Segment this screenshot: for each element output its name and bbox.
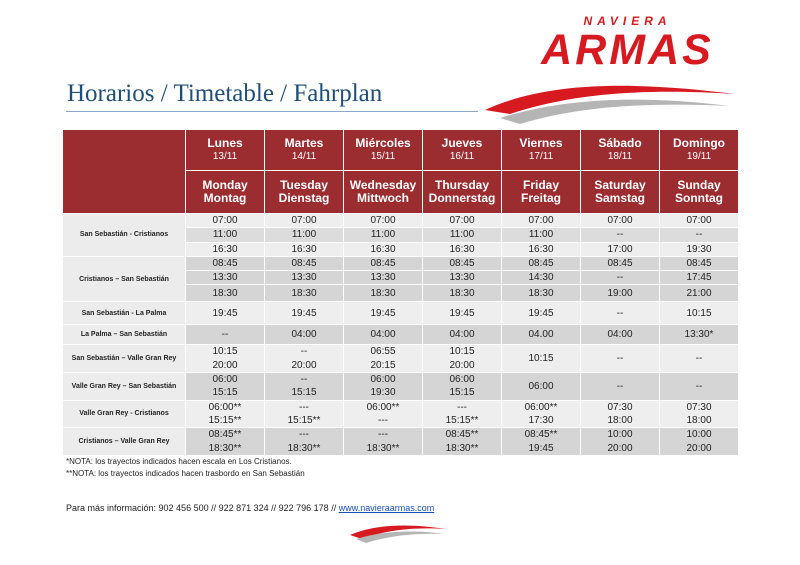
- time-cell: 19:45: [186, 302, 265, 325]
- time-cell: 19:45: [344, 302, 423, 325]
- day-name-es: Miércoles: [355, 136, 411, 150]
- logo-swoosh-icon: [480, 72, 740, 132]
- footer-swoosh-icon: [348, 521, 448, 545]
- time-cell: -- 20:00: [265, 345, 344, 373]
- time-cell: 08:45: [344, 256, 423, 270]
- day-header-translation: [423, 171, 502, 214]
- time-cell: 11:00: [265, 228, 344, 242]
- time-cell: 07:00: [581, 214, 660, 228]
- time-cell: 16:30: [502, 242, 581, 256]
- table-row: [63, 400, 739, 428]
- time-cell: 18:30: [502, 285, 581, 302]
- time-cell: 13:30: [265, 271, 344, 285]
- route-name: San Sebastián - Cristianos: [63, 214, 186, 257]
- time-cell: 08:45: [660, 256, 739, 270]
- note-escala: *NOTA: los trayectos indicados hacen escala en Los Cristianos.: [66, 457, 292, 466]
- day-header-translation: [344, 171, 423, 214]
- day-name-en: Friday: [522, 178, 559, 192]
- header-corner: [63, 130, 186, 214]
- time-cell: 04:00: [265, 325, 344, 345]
- day-date: 18/11: [607, 151, 633, 162]
- time-cell: 07:30 18:00: [660, 400, 739, 428]
- day-name-es: Viernes: [519, 136, 563, 150]
- time-cell: 10:00 20:00: [660, 428, 739, 456]
- day-name-de: Donnerstag: [428, 191, 496, 205]
- time-cell: -- 15:15: [265, 373, 344, 401]
- table-row: [63, 325, 739, 345]
- time-cell: 13:30*: [660, 325, 739, 345]
- time-cell: 10:15: [660, 302, 739, 325]
- note-trasbordo: **NOTA: los trayectos indicados hacen trasbordo en San Sebastián: [66, 469, 305, 478]
- time-cell: 16:30: [423, 242, 502, 256]
- day-name-en: Saturday: [594, 178, 646, 192]
- day-header: [502, 130, 581, 171]
- day-name-de: Sonntag: [675, 191, 723, 205]
- time-cell: --- 18:30**: [344, 428, 423, 456]
- day-header: [265, 130, 344, 171]
- time-cell: 11:00: [186, 228, 265, 242]
- table-row: [63, 428, 739, 456]
- time-cell: 06:55 20:15: [344, 345, 423, 373]
- day-name-de: Freitag: [520, 191, 561, 205]
- time-cell: 18:30: [265, 285, 344, 302]
- day-header-translation: [660, 171, 739, 214]
- route-name: La Palma – San Sebastián: [63, 325, 186, 345]
- day-name-en: Wednesday: [349, 178, 417, 192]
- day-name-es: Domingo: [673, 136, 725, 150]
- table-row: [63, 302, 739, 325]
- day-name-de: Dienstag: [278, 191, 330, 205]
- time-cell: 08:45: [265, 256, 344, 270]
- table-row: [63, 373, 739, 401]
- time-cell: 07:00: [423, 214, 502, 228]
- time-cell: 10:15: [502, 345, 581, 373]
- time-cell: 08:45** 19:45: [502, 428, 581, 456]
- route-name: Cristianos – San Sebastián: [63, 256, 186, 302]
- time-cell: 06:00 15:15: [186, 373, 265, 401]
- time-cell: 07:00: [502, 214, 581, 228]
- table-row: [63, 345, 739, 373]
- time-cell: 10:15 20:00: [423, 345, 502, 373]
- time-cell: 04:00: [344, 325, 423, 345]
- time-cell: --: [581, 302, 660, 325]
- time-cell: 08:45: [502, 256, 581, 270]
- day-header-translation: [186, 171, 265, 214]
- day-header: [344, 130, 423, 171]
- logo-main-text: ARMAS: [541, 26, 714, 74]
- title-divider: [66, 111, 478, 112]
- day-name-es: Jueves: [441, 136, 483, 150]
- time-cell: 04:00: [581, 325, 660, 345]
- time-cell: 18:30: [423, 285, 502, 302]
- time-cell: 16:30: [265, 242, 344, 256]
- time-cell: 07:00: [265, 214, 344, 228]
- logo-top-text: NAVIERA: [583, 14, 672, 28]
- time-cell: 08:45** 18:30**: [186, 428, 265, 456]
- time-cell: 10:00 20:00: [581, 428, 660, 456]
- time-cell: 07:00: [660, 214, 739, 228]
- day-name-es: Lunes: [207, 136, 243, 150]
- table-row: [63, 214, 739, 228]
- time-cell: --: [660, 228, 739, 242]
- day-name-es: Sábado: [598, 136, 642, 150]
- route-name: Valle Gran Rey - Cristianos: [63, 400, 186, 428]
- time-cell: 06:00 19:30: [344, 373, 423, 401]
- naviera-armas-logo: [520, 14, 735, 114]
- day-date: 14/11: [291, 151, 317, 162]
- time-cell: 16:30: [344, 242, 423, 256]
- time-cell: --: [581, 271, 660, 285]
- time-cell: --: [581, 228, 660, 242]
- day-date: 13/11: [212, 151, 238, 162]
- time-cell: --: [186, 325, 265, 345]
- table-row: [63, 256, 739, 270]
- time-cell: 04.00: [502, 325, 581, 345]
- time-cell: 07:00: [186, 214, 265, 228]
- time-cell: 19:45: [265, 302, 344, 325]
- time-cell: 06:00** ---: [344, 400, 423, 428]
- day-header: [423, 130, 502, 171]
- time-cell: 11:00: [344, 228, 423, 242]
- time-cell: 08:45: [581, 256, 660, 270]
- route-name: Valle Gran Rey – San Sebastián: [63, 373, 186, 401]
- time-cell: 11:00: [502, 228, 581, 242]
- contact-info: [66, 503, 434, 513]
- notes: [66, 456, 305, 480]
- time-cell: --: [581, 345, 660, 373]
- day-date: 16/11: [449, 151, 475, 162]
- time-cell: 11:00: [423, 228, 502, 242]
- day-header-translation: [581, 171, 660, 214]
- time-cell: 16:30: [186, 242, 265, 256]
- day-name-en: Sunday: [677, 178, 721, 192]
- time-cell: 13:30: [423, 271, 502, 285]
- time-cell: 19:45: [423, 302, 502, 325]
- page-title: Horarios / Timetable / Fahrplan: [67, 80, 383, 107]
- day-name-de: Montag: [203, 191, 247, 205]
- website-link[interactable]: www.navieraarmas.com: [338, 503, 435, 513]
- time-cell: 14:30: [502, 271, 581, 285]
- route-name: San Sebastián - La Palma: [63, 302, 186, 325]
- day-name-en: Thursday: [434, 178, 489, 192]
- day-date: 15/11: [370, 151, 396, 162]
- time-cell: 19:00: [581, 285, 660, 302]
- time-cell: 17:45: [660, 271, 739, 285]
- time-cell: 17:00: [581, 242, 660, 256]
- day-header-translation: [502, 171, 581, 214]
- time-cell: 18:30: [186, 285, 265, 302]
- time-cell: 21:00: [660, 285, 739, 302]
- day-date: 19/11: [686, 151, 712, 162]
- timetable: [62, 129, 739, 456]
- time-cell: 07:00: [344, 214, 423, 228]
- time-cell: --- 18:30**: [265, 428, 344, 456]
- day-name-de: Samstag: [594, 191, 646, 205]
- time-cell: 07:30 18:00: [581, 400, 660, 428]
- time-cell: 04:00: [423, 325, 502, 345]
- time-cell: 13:30: [186, 271, 265, 285]
- day-name-en: Tuesday: [280, 178, 328, 192]
- contact-phones: Para más información: 902 456 500 // 922 871 324 // 922 796 178 //: [66, 503, 339, 513]
- time-cell: --: [660, 373, 739, 401]
- time-cell: 19:30: [660, 242, 739, 256]
- time-cell: --: [581, 373, 660, 401]
- time-cell: --- 15:15**: [265, 400, 344, 428]
- time-cell: 06:00** 17:30: [502, 400, 581, 428]
- time-cell: 13:30: [344, 271, 423, 285]
- route-name: Cristianos – Valle Gran Rey: [63, 428, 186, 456]
- time-cell: 08:45: [186, 256, 265, 270]
- day-name-en: Monday: [202, 178, 248, 192]
- day-header: [581, 130, 660, 171]
- time-cell: 10:15 20:00: [186, 345, 265, 373]
- time-cell: 06:00 15:15: [423, 373, 502, 401]
- day-date: 17/11: [528, 151, 554, 162]
- day-header: [186, 130, 265, 171]
- time-cell: 08:45: [423, 256, 502, 270]
- day-name-es: Martes: [284, 136, 324, 150]
- time-cell: 18:30: [344, 285, 423, 302]
- time-cell: 08:45** 18:30**: [423, 428, 502, 456]
- time-cell: 06:00** 15:15**: [186, 400, 265, 428]
- route-name: San Sebastián – Valle Gran Rey: [63, 345, 186, 373]
- time-cell: --: [660, 345, 739, 373]
- time-cell: 19:45: [502, 302, 581, 325]
- day-name-de: Mittwoch: [357, 191, 409, 205]
- day-header-translation: [265, 171, 344, 214]
- time-cell: 06:00: [502, 373, 581, 401]
- day-header: [660, 130, 739, 171]
- time-cell: --- 15:15**: [423, 400, 502, 428]
